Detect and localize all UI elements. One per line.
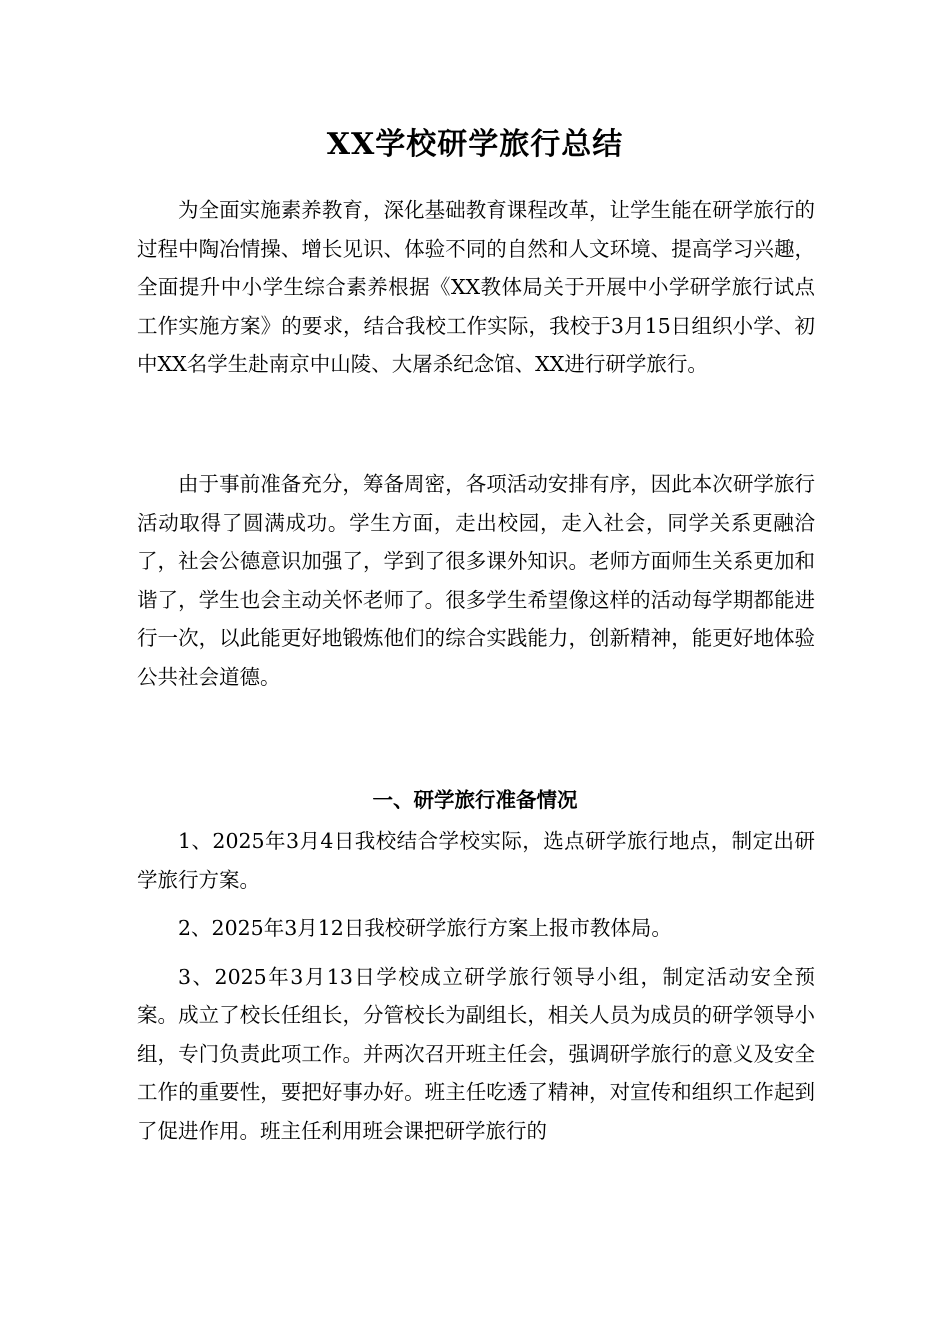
intro-paragraph: 为全面实施素养教育，深化基础教育课程改革，让学生能在研学旅行的过程中陶冶情操、增长见识、体验不同的自然和人文环境、提高学习兴趣，全面提升中小学生综合素养根据《XX教体局关于开展中小学研学旅行试点工作实施方案》的要求，结合我校工作实际，我校于3月15日组织小学、初中XX名学生赴南京中山陵、大屠杀纪念馆、XX进行研学旅行。 [137, 198, 815, 376]
preparation-list [137, 822, 815, 1160]
intro-paragraph-block [137, 191, 815, 384]
list-item: 1、2025年3月4日我校结合学校实际，选点研学旅行地点，制定出研学旅行方案。 [137, 829, 815, 892]
list-item: 3、2025年3月13日学校成立研学旅行领导小组，制定活动安全预案。成立了校长任组长，分管校长为副组长，相关人员为成员的研学领导小组，专门负责此项工作。并两次召开班主任会，强调研学旅行的意义及安全工作的重要性，要把好事办好。班主任吃透了精神，对宣传和组织工作起到了促进作用。班主任利用班会课把研学旅行的 [137, 964, 815, 1143]
section-heading: 一、研学旅行准备情况 [372, 788, 578, 812]
result-paragraph: 由于事前准备充分，筹备周密，各项活动安排有序，因此本次研学旅行活动取得了圆满成功。学生方面，走出校园，走入社会，同学关系更融洽了，社会公德意识加强了，学到了很多课外知识。老师方面师生关系更加和谐了，学生也会主动关怀老师了。很多学生希望像这样的活动每学期都能进行一次，以此能更好地锻炼他们的综合实践能力，创新精神，能更好地体验公共社会道德。 [137, 472, 815, 689]
list-item: 2、2025年3月12日我校研学旅行方案上报市教体局。 [178, 916, 672, 940]
document-title: XX学校研学旅行总结 [326, 127, 624, 162]
result-paragraph-block [137, 465, 815, 696]
